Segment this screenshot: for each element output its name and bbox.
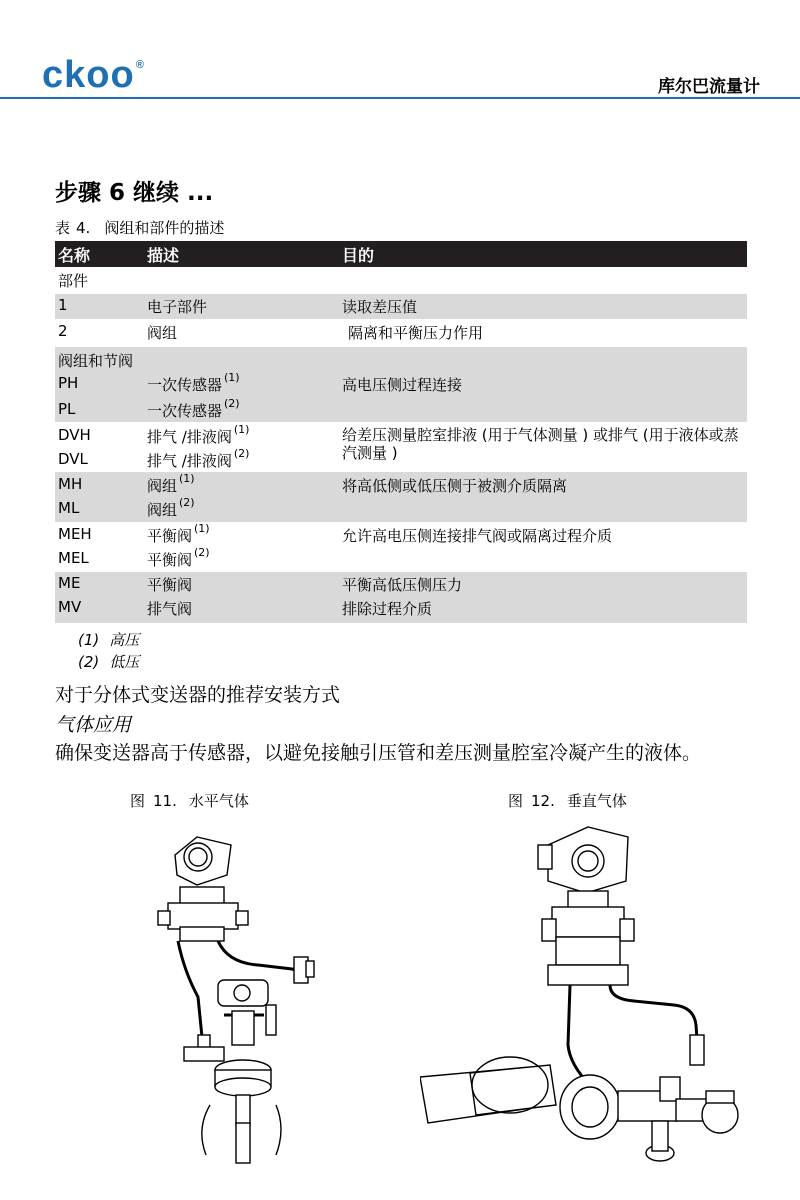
- group-label: 阀组和节阀: [58, 352, 134, 370]
- table-row: 1 电子部件 读取差压值: [55, 294, 747, 319]
- group-parts: [55, 267, 747, 294]
- section-title: 步骤 6 继续 ...: [55, 180, 214, 206]
- header-purpose: 目的: [342, 246, 375, 265]
- vertical-gas-figure: [420, 815, 760, 1170]
- valve-description-table: [55, 241, 747, 623]
- table-header-row: [55, 241, 747, 267]
- table-row-pair: MEH 平衡阀 $^{(1)}$ 允许高电压侧连接排气阀或隔离过程介质 MEL 平衡阀 $^{(2)}$: [58, 522, 613, 569]
- gas-paragraph: 确保变送器高于传感器，以避免接触引压管和差压测量腔室冷凝产生的液体。: [55, 742, 702, 764]
- horizontal-gas-figure: [140, 815, 340, 1170]
- ckoo-logo: ckoo®: [42, 54, 145, 96]
- footnote: (1) 高压: [78, 631, 140, 649]
- recommend-heading: 对于分体式变送器的推荐安装方式: [55, 684, 341, 706]
- group-valves: 阀组和节阀 PH 一次传感器 $^{(1)}$ 高电压侧过程连接 PL 一次传感器 $^{(2)}$: [55, 347, 747, 422]
- group-label: 部件: [58, 272, 89, 290]
- figure-caption: 图 11. 水平气体: [130, 792, 249, 810]
- header-name: 名称: [58, 246, 91, 265]
- header-description: 描述: [147, 246, 180, 265]
- table-row: 2 阀组 隔离和平衡压力作用: [58, 322, 484, 342]
- brand-title: 库尔巴流量计: [658, 77, 760, 97]
- page-header: [0, 0, 800, 100]
- header-divider: [0, 97, 800, 99]
- footnote: (2) 低压: [78, 653, 140, 671]
- table-row-pair: DVH 排气 /排液阀 $^{(1)}$ 给差压测量腔室排液 (用于气体测量 ) 或排气 (用于液体或蒸汽测量 ) DVL 排气 /排液阀 $^{(2)}$: [58, 423, 739, 470]
- gas-heading: 气体应用: [55, 714, 132, 736]
- table-caption: 表 4. 阀组和部件的描述: [55, 219, 225, 237]
- table-row-pair: MH 阀组 $^{(1)}$ 将高低侧或低压侧于被测介质隔离 ML 阀组 $^{(2)}$: [55, 472, 747, 522]
- figure-caption: 图 12. 垂直气体: [508, 792, 627, 810]
- table-row-pair: ME 平衡阀 平衡高低压侧压力 MV 排气阀 排除过程介质: [55, 572, 747, 623]
